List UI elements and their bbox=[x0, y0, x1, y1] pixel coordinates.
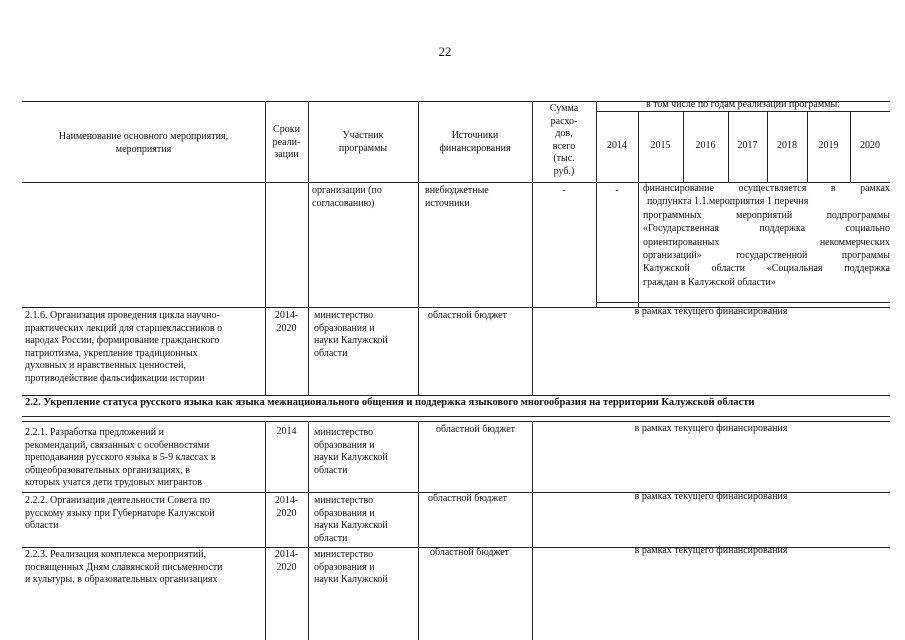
header-year: 2016 bbox=[695, 140, 716, 151]
continued-source bbox=[425, 185, 489, 210]
header-sum-line: (тыс. bbox=[553, 153, 575, 165]
header-name-line: мероприятия bbox=[115, 143, 172, 155]
cell-line: 2020 bbox=[276, 561, 297, 573]
cell-line: образования и bbox=[314, 322, 375, 334]
header-year: 2018 bbox=[777, 140, 797, 151]
row-name bbox=[25, 427, 263, 490]
header-participant-line: программы bbox=[338, 142, 388, 154]
note-line: финансирование осуществляется в рамках bbox=[643, 183, 890, 194]
header-years-group: в том числе по годам реализации программы: bbox=[645, 99, 841, 110]
note-line: «Государственная поддержка социально bbox=[643, 223, 890, 235]
cell-line: духовных и нравственных ценностей, bbox=[25, 360, 186, 372]
cell-line: 2.2.2. Организация деятельности Совета по bbox=[25, 495, 210, 506]
header-sources-line: Источники bbox=[451, 130, 499, 141]
cell-line: 2.2.1. Разработка предложений и bbox=[25, 427, 164, 438]
header-participant bbox=[308, 130, 418, 155]
row-term bbox=[265, 549, 308, 574]
cell-line: министерство bbox=[314, 549, 374, 560]
cell-line: министерство bbox=[314, 310, 374, 321]
row-term bbox=[265, 310, 308, 335]
note-line: организаций» государственной программы bbox=[643, 250, 890, 262]
row-source: областной бюджет bbox=[430, 547, 510, 558]
row-participant bbox=[314, 549, 388, 587]
cell-line: противодействие фальсификации истории bbox=[25, 372, 205, 384]
row-name bbox=[25, 310, 263, 386]
continued-sum: - bbox=[562, 185, 566, 196]
cell-line: области bbox=[314, 532, 348, 544]
note-line: ориентированных некоммерческих bbox=[643, 236, 890, 248]
continued-participant bbox=[312, 185, 382, 210]
continued-2014: - bbox=[615, 185, 619, 196]
header-year: 2020 bbox=[860, 140, 880, 151]
cell-line: образования и bbox=[314, 507, 375, 519]
header-sources-line: финансирования bbox=[439, 142, 511, 154]
header-participant-line: Участник bbox=[342, 130, 384, 141]
row-participant bbox=[314, 310, 388, 360]
cell-line: практических лекций для старшеклассников о bbox=[25, 322, 223, 334]
header-sources bbox=[418, 130, 532, 155]
header-year: 2019 bbox=[818, 140, 839, 151]
row-participant bbox=[314, 495, 388, 545]
cell-line: организации (по bbox=[312, 185, 382, 196]
section-title: 2.2. Укрепление статуса русского языка как языка межнационального общения и поддержка языкового многообразия на территории Калужской области bbox=[25, 397, 755, 408]
cell-line: 2.2.3. Реализация комплекса мероприятий, bbox=[25, 549, 207, 560]
cell-line: 2014- bbox=[274, 495, 299, 506]
row-source: областной бюджет bbox=[428, 493, 508, 504]
cell-line: 2020 bbox=[276, 322, 297, 334]
cell-line: области bbox=[25, 520, 59, 532]
row-source: областной бюджет bbox=[436, 424, 516, 435]
cell-line: науки Калужской bbox=[314, 520, 388, 532]
cell-line: науки Калужской bbox=[314, 335, 388, 347]
cell-line: 2014 bbox=[276, 426, 297, 437]
header-sum-line: всего bbox=[552, 140, 576, 152]
cell-line: источники bbox=[425, 197, 470, 209]
note-line: программных мероприятий подпрограммы bbox=[643, 209, 890, 221]
cell-line: посвященных Дням славянской письменности bbox=[25, 561, 223, 573]
cell-line: согласованию) bbox=[312, 197, 375, 209]
cell-line: науки Калужской bbox=[314, 574, 388, 586]
header-year: 2017 bbox=[737, 140, 758, 151]
header-year: 2015 bbox=[650, 140, 671, 151]
header-sum bbox=[532, 103, 596, 179]
cell-line: рекомендаций, связанных с особенностями bbox=[25, 439, 210, 451]
cell-line: области bbox=[314, 347, 348, 359]
cell-line: народах России, формирование гражданского bbox=[25, 335, 220, 347]
cell-line: 2.1.6. Организация проведения цикла научно- bbox=[25, 310, 220, 321]
cell-line: и культуры, в образовательных организациях bbox=[25, 574, 218, 586]
row-source: областной бюджет bbox=[428, 310, 508, 321]
cell-line: русскому языку при Губернаторе Калужской bbox=[25, 507, 215, 519]
note-line: подпункта 1.1.мероприятия 1 перечня bbox=[647, 196, 809, 208]
cell-line: 2020 bbox=[276, 507, 297, 519]
header-term-line: реали- bbox=[272, 136, 301, 148]
row-term bbox=[265, 495, 308, 520]
cell-line: науки Калужской bbox=[314, 452, 388, 464]
cell-line: патриотизма, укрепление традиционных bbox=[25, 347, 198, 359]
cell-line: которых учатся дети трудовых мигрантов bbox=[25, 477, 202, 489]
header-sum-line: руб.) bbox=[553, 165, 575, 177]
header-term-line: зации bbox=[274, 149, 299, 161]
cell-line: 2014- bbox=[274, 310, 299, 321]
continued-note bbox=[643, 182, 890, 289]
cell-line: министерство bbox=[314, 427, 374, 438]
row-term bbox=[265, 426, 308, 439]
note-line: граждан в Калужской области» bbox=[643, 276, 776, 288]
cell-line: министерство bbox=[314, 495, 374, 506]
cell-line: образования и bbox=[314, 439, 375, 451]
page-number: 22 bbox=[438, 44, 452, 59]
cell-line: внебюджетные bbox=[425, 185, 489, 196]
header-name-line: Наименование основного мероприятия, bbox=[58, 131, 229, 142]
row-participant bbox=[314, 427, 388, 477]
header-name bbox=[22, 131, 265, 156]
row-name bbox=[25, 495, 263, 533]
cell-line: области bbox=[314, 464, 348, 476]
cell-line: общеобразовательных организациях, в bbox=[25, 464, 190, 476]
row-funding: в рамках текущего финансирования bbox=[634, 545, 788, 556]
row-funding: в рамках текущего финансирования bbox=[634, 306, 788, 317]
note-line: Калужской области «Социальная поддержка bbox=[643, 263, 890, 275]
row-funding: в рамках текущего финансирования bbox=[634, 423, 788, 434]
cell-line: образования и bbox=[314, 561, 375, 573]
cell-line: 2014- bbox=[274, 549, 299, 560]
row-name bbox=[25, 549, 263, 587]
header-year: 2014 bbox=[607, 140, 627, 151]
cell-line: преподавания русского языка в 5-9 классах в bbox=[25, 452, 216, 464]
header-term-line: Сроки bbox=[273, 124, 300, 135]
header-sum-line: Сумма bbox=[549, 103, 579, 114]
row-funding: в рамках текущего финансирования bbox=[634, 491, 788, 502]
header-term bbox=[265, 124, 308, 162]
header-sum-line: дов, bbox=[555, 128, 573, 140]
header-sum-line: расхо- bbox=[550, 115, 578, 127]
